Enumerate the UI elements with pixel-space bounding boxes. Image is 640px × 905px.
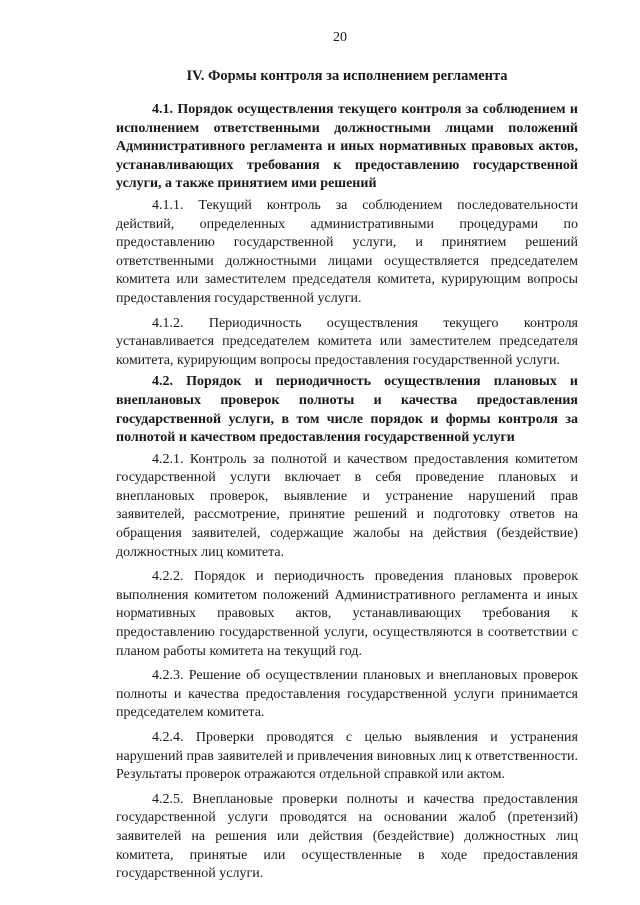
paragraph-4-2-4: 4.2.4. Проверки проводятся с целью выявления и устранения нарушений прав заявителей и привлечения виновных лиц к ответственности. Результаты проверок отражаются отдельной справкой или актом.: [116, 730, 578, 783]
paragraph-4-2-2: 4.2.2. Порядок и периодичность проведения плановых проверок выполнения комитетом положений Административного регламента и иных нормативных правовых актов, устанавливающих требования к предоставлению государственной услуги, осуществляются в соответствии с планом работы комитета на текущий год.: [116, 569, 578, 659]
paragraph-4-1-2: 4.1.2. Периодичность осуществления текущего контроля устанавливается председателем комитета или заместителем председателя комитета, курирующим вопросы предоставления государственной услуги.: [116, 315, 578, 368]
section-title: IV. Формы контроля за исполнением регламента: [186, 68, 508, 84]
subsection-heading-4-2: 4.2. Порядок и периодичность осуществления плановых и внеплановых проверок полноты и качества предоставления государственной услуги, в том числе порядок и формы контроля за полнотой и качеством предоставления государственной услуги: [116, 374, 578, 446]
paragraph-4-2-5: 4.2.5. Внеплановые проверки полноты и качества предоставления государственной услуги проводятся на основании жалоб (претензий) заявителей на решения или действия (бездействие) должностных лиц комитета, принятые или осуществленные в ходе предоставления государственной услуги.: [116, 791, 578, 882]
paragraph-4-2-1: 4.2.1. Контроль за полнотой и качеством предоставления комитетом государственной услуги включает в себя проведение плановых и внеплановых проверок, выявление и устранение нарушений прав заявителей, рассмотрение, принятие решений и подготовку ответов на обращения заявителей, содержащие жалобы на действия (бездействие) должностных лиц комитета.: [116, 451, 578, 560]
subsection-heading-4-1: 4.1. Порядок осуществления текущего контроля за соблюдением и исполнением ответственными должностными лицами положений Административного регламента и иных нормативных правовых актов, устанавливающих требования к предоставлению государственной услуги, а также принятием ими решений: [116, 102, 578, 192]
page-number: 20: [333, 30, 347, 45]
paragraph-4-2-3: 4.2.3. Решение об осуществлении плановых и внеплановых проверок полноты и качества предоставления государственной услуги принимается председателем комитета.: [116, 668, 578, 721]
paragraph-4-1-1: 4.1.1. Текущий контроль за соблюдением последовательности действий, определенных административными процедурами по предоставлению государственной услуги, и принятием решений ответственными должностными лицами осуществляется председателем комитета или заместителем председателя комитета, курирующим вопросы предоставления государственной услуги.: [116, 197, 578, 306]
